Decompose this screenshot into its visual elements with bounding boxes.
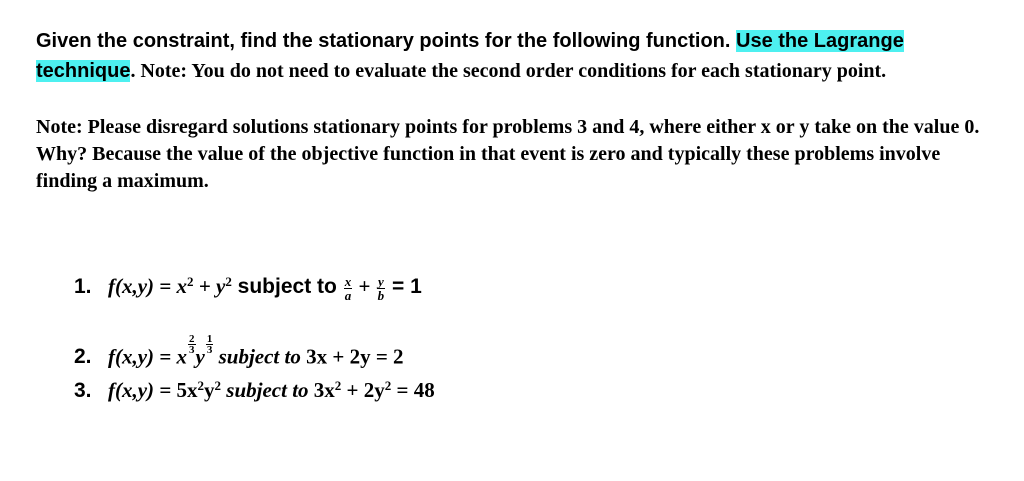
problem-1 (74, 274, 422, 302)
function-lhs: f(x,y) = x (108, 344, 188, 369)
instructions-text: Given the constraint, find the stationary points for the following function. (36, 30, 736, 52)
plus-sign: + (353, 274, 376, 298)
function-term: y (195, 344, 205, 369)
denominator: b (377, 287, 385, 303)
instructions-paragraph (36, 26, 996, 86)
denominator: 3 (206, 344, 213, 356)
exponent: 2 (225, 273, 232, 289)
subject-to-label: subject to (231, 275, 343, 298)
numerator: y (378, 273, 384, 289)
constraint-term: 3x (313, 378, 335, 402)
problem-3 (74, 378, 435, 403)
function-term: y (204, 378, 215, 402)
constraint-term: + 2y (341, 378, 385, 402)
problem-number: 3. (74, 379, 92, 402)
constraint-rhs: = 1 (386, 275, 422, 298)
subject-to-label: subject to (213, 344, 307, 369)
numerator: 1 (206, 333, 213, 345)
exponent: 2 (187, 273, 194, 289)
exponent: 2 (384, 377, 392, 393)
disregard-note-paragraph: Note: Please disregard solutions stationary points for problems 3 and 4, where either x or y take on the value 0. Why? Because the value of the objective function in that event is zero and typically these problems involve finding a maximum. (36, 116, 980, 192)
function-lhs: f(x,y) = (108, 378, 177, 402)
problem-2 (74, 334, 404, 369)
highlighted-text-lagrange: Use the Lagrange (736, 30, 904, 52)
constraint-rhs: = 48 (391, 378, 435, 402)
exponent: 2 (214, 377, 222, 393)
constraint-equation: 3x + 2y = 2 (306, 344, 404, 369)
function-term: + y (193, 274, 226, 298)
fraction-y-over-b (377, 275, 386, 302)
function-lhs: f(x,y) = x (108, 274, 188, 298)
problem-number: 1. (74, 275, 92, 298)
exponent-two-thirds (188, 334, 196, 355)
document-page (36, 26, 996, 195)
highlighted-text-technique: technique (36, 60, 131, 82)
fraction-x-over-a (344, 275, 353, 302)
subject-to-label: subject to (221, 378, 314, 402)
numerator: x (344, 273, 352, 289)
numerator: 2 (189, 333, 195, 345)
denominator: a (344, 287, 352, 303)
exponent: 2 (197, 377, 205, 393)
exponent: 2 (334, 377, 342, 393)
function-term: 5x (176, 378, 198, 402)
instructions-note-text: . Note: You do not need to evaluate the second order conditions for each stationary point. (130, 60, 887, 82)
denominator: 3 (189, 344, 195, 356)
problem-number: 2. (74, 345, 92, 369)
